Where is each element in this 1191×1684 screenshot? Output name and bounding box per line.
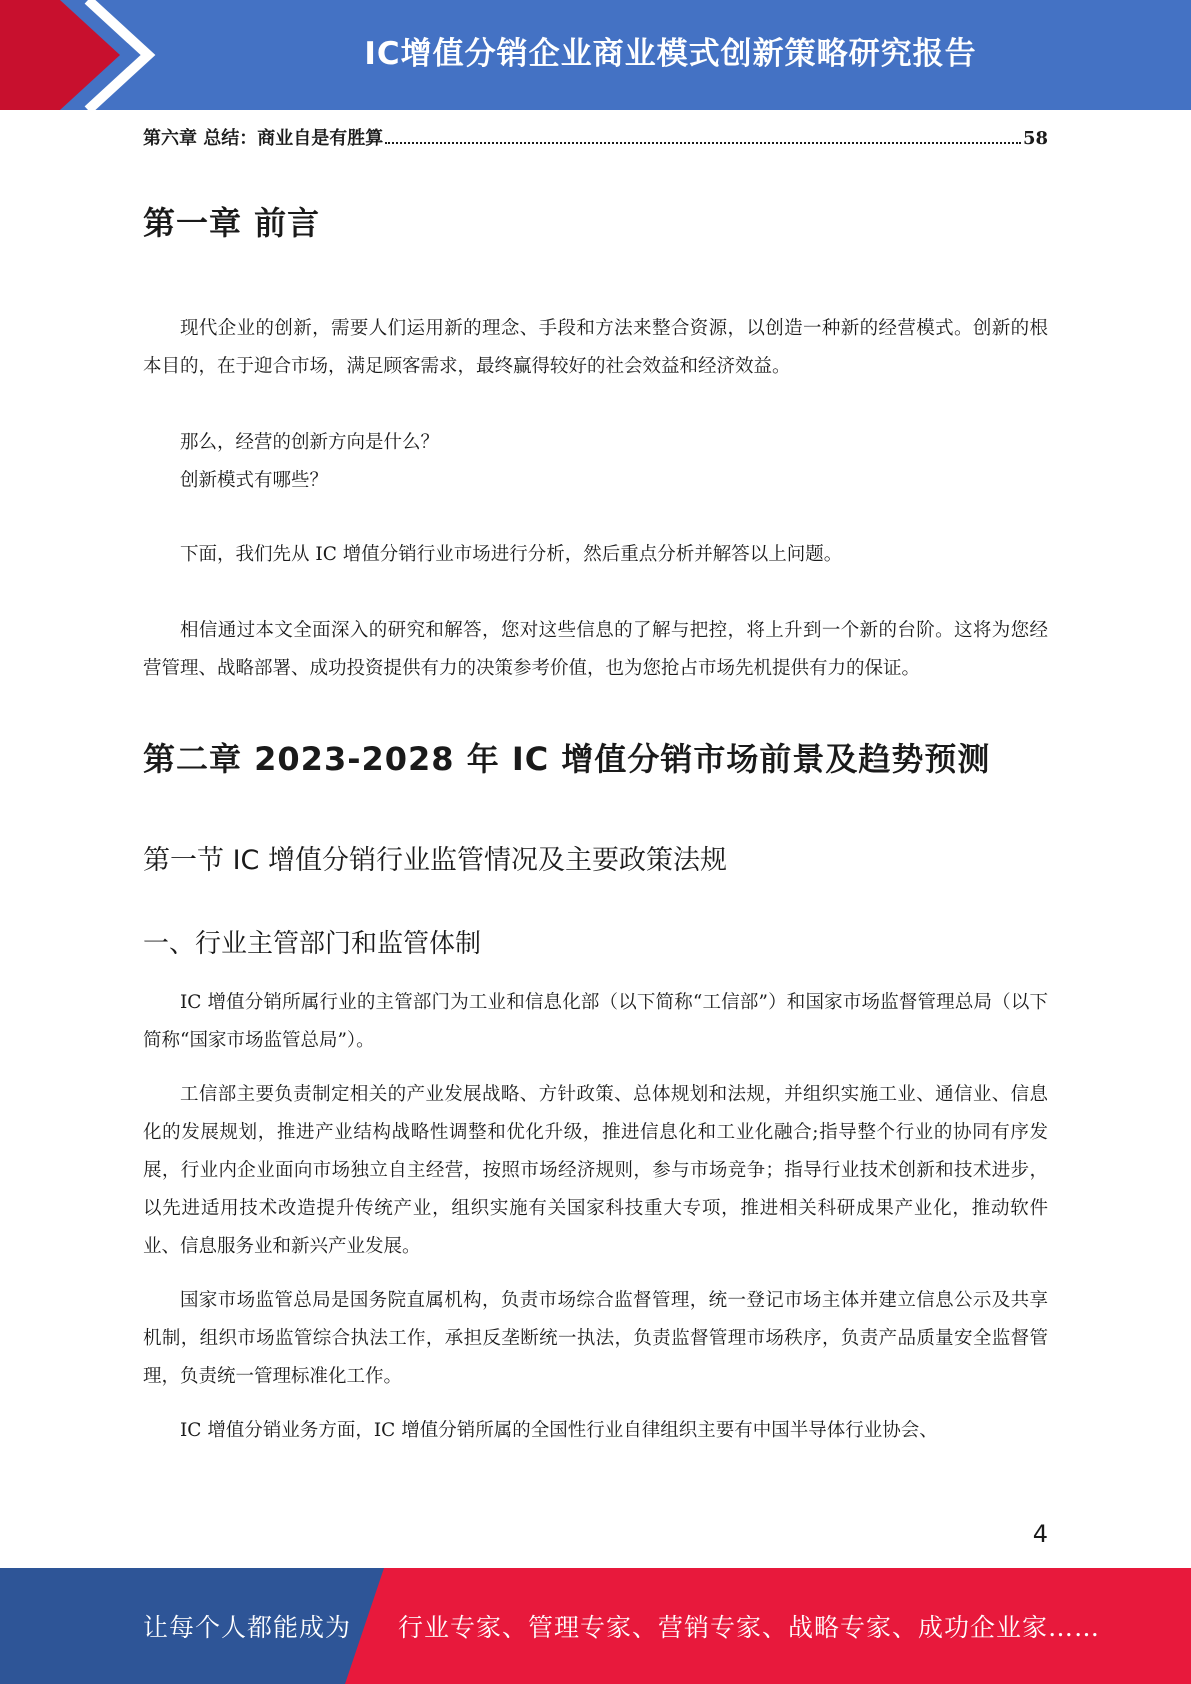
chapter-heading: 第一章 前言 [143, 204, 321, 242]
toc-entry-title: 第六章 总结：商业自是有胜算 [143, 128, 384, 149]
paragraph: 创新模式有哪些？ [180, 470, 329, 491]
section-heading: 第一节 IC 增值分销行业监管情况及主要政策法规 [143, 845, 727, 876]
paragraph: 国家市场监管总局是国务院直属机构，负责市场综合监督管理，统一登记市场主体并建立信息公示及共享机制，组织市场监管综合执法工作，承担反垄断统一执法，负责监督管理市场秩序，负责产品质量安全监督管理，负责统一管理标准化工作。 [143, 1290, 1048, 1387]
toc-leader-dots [385, 141, 1021, 144]
toc-entry[interactable] [143, 124, 1048, 164]
report-title: IC增值分销企业商业模式创新策略研究报告 [364, 35, 977, 72]
paragraph: 相信通过本文全面深入的研究和解答，您对这些信息的了解与把控，将上升到一个新的台阶。这将为您经营管理、战略部署、成功投资提供有力的决策参考价值，也为您抢占市场先机提供有力的保证。 [143, 620, 1048, 679]
paragraph: 那么，经营的创新方向是什么？ [180, 432, 440, 453]
paragraph: IC 增值分销所属行业的主管部门为工业和信息化部（以下简称“工信部”）和国家市场监督管理总局（以下简称“国家市场监管总局”）。 [143, 992, 1048, 1051]
page-header [0, 0, 1191, 110]
page-footer [0, 1568, 1191, 1684]
chapter-heading: 第二章 2023-2028 年 IC 增值分销市场前景及趋势预测 [143, 740, 991, 778]
paragraph: IC 增值分销业务方面，IC 增值分销所属的全国性行业自律组织主要有中国半导体行业协会、 [180, 1420, 938, 1441]
footer-slogan-left: 让每个人都能成为 [143, 1613, 352, 1642]
page-number: 4 [1032, 1520, 1048, 1548]
paragraph: 工信部主要负责制定相关的产业发展战略、方针政策、总体规划和法规，并组织实施工业、通信业、信息化的发展规划，推进产业结构战略性调整和优化升级，推进信息化和工业化融合;指导整个行业的协同有序发展，行业内企业面向市场独立自主经营，按照市场经济规则，参与市场竞争；指导行业技术创新和技术进步，以先进适用技术改造提升传统产业，组织实施有关国家科技重大专项，推进相关科研成果产业化，推动软件业、信息服务业和新兴产业发展。 [143, 1084, 1048, 1257]
paragraph: 下面，我们先从 IC 增值分销行业市场进行分析，然后重点分析并解答以上问题。 [180, 544, 843, 565]
subsection-heading: 一、行业主管部门和监管体制 [143, 929, 482, 959]
page-content [143, 124, 1048, 1450]
toc-entry-page: 58 [1022, 128, 1048, 149]
footer-slogan-right: 行业专家、管理专家、营销专家、战略专家、成功企业家…… [398, 1613, 1101, 1642]
paragraph: 现代企业的创新，需要人们运用新的理念、手段和方法来整合资源，以创造一种新的经营模式。创新的根本目的，在于迎合市场，满足顾客需求，最终赢得较好的社会效益和经济效益。 [143, 318, 1048, 377]
